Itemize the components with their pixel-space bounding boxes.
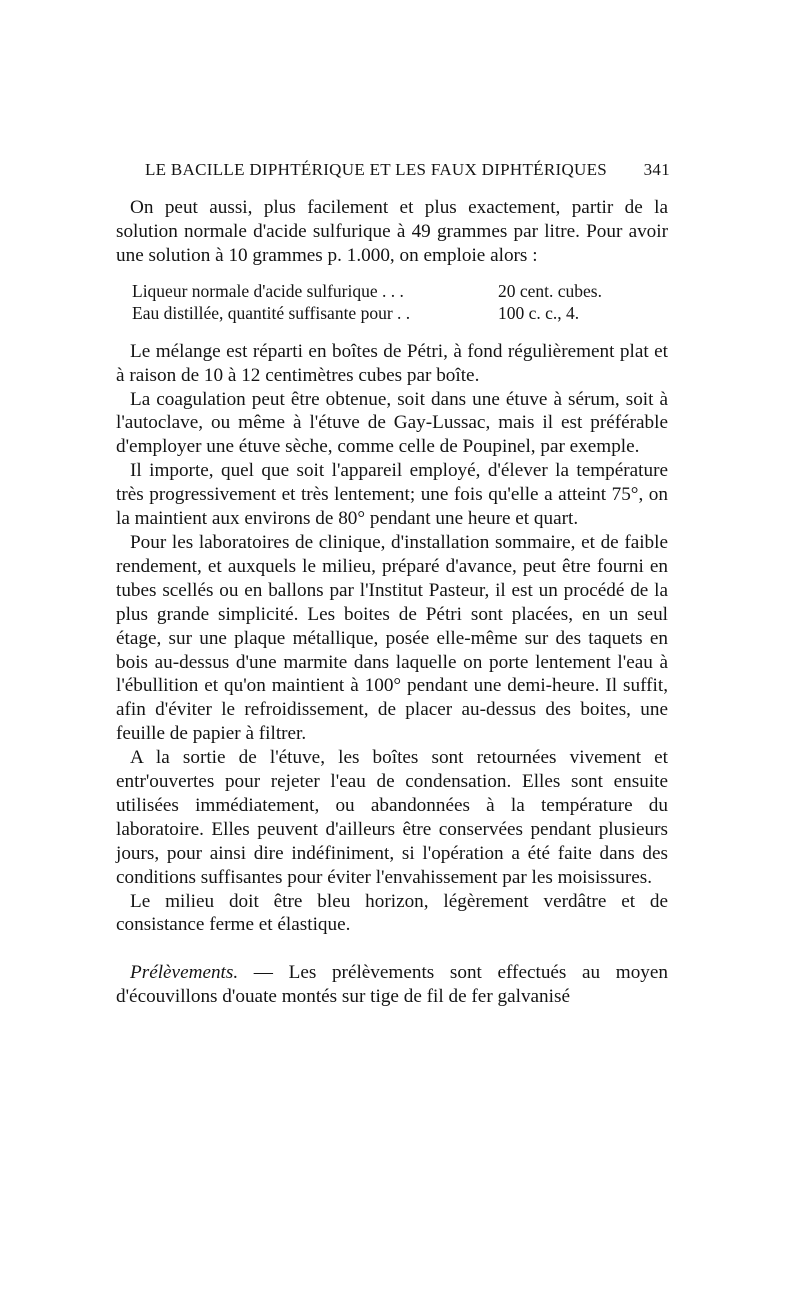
paragraph: Il importe, quel que soit l'appareil employé, d'élever la température très progressivement et très lentement; une fois qu'elle a atteint 75°, on la maintient aux environs de 80° pendant une heure et quart.	[116, 460, 668, 530]
section-text: — Les prélèvements sont effectués au moyen d'écouvillons d'ouate montés sur tige de fil de fer galvanisé	[116, 962, 668, 1008]
formula-quantity: 20 cent. cubes.	[498, 280, 602, 301]
page-body	[116, 196, 668, 1009]
formula-table	[132, 280, 668, 324]
section-title: Prélèvements.	[130, 962, 239, 984]
page-number: 341	[643, 160, 670, 179]
running-title: LE BACILLE DIPHTÉRIQUE ET LES FAUX DIPHTÉRIQUES	[145, 160, 608, 179]
paragraph: A la sortie de l'étuve, les boîtes sont retournées vivement et entr'ouvertes pour rejeter l'eau de condensation. Elles sont ensuite utilisées immédiatement, ou abandonnées à la température du laboratoire. Elles peuvent d'ailleurs être conservées pendant plusieurs jours, pour ainsi dire indéfiniment, si l'opération a été faite dans des conditions suffisantes pour éviter l'envahissement par les moisissures.	[116, 747, 668, 888]
paragraph: Pour les laboratoires de clinique, d'installation sommaire, et de faible rendement, et auxquels le milieu, préparé d'avance, peut être fourni en tubes scellés ou en ballons par l'Institut Pasteur, il est un procédé de la plus grande simplicité. Les boites de Pétri sont placées, en un seul étage, sur une plaque métallique, posée elle-même sur des taquets en bois au-dessus d'une marmite dans laquelle on porte lentement l'eau à l'ébullition et qu'on maintient à 100° pendant une demi-heure. Il suffit, afin d'éviter le refroidissement, de placer au-dessus des boites, une feuille de papier à filtrer.	[116, 531, 668, 745]
formula-row	[132, 302, 668, 324]
paragraph: La coagulation peut être obtenue, soit dans une étuve à sérum, soit à l'autoclave, ou même à l'étuve de Gay-Lussac, mais il est préférable d'employer une étuve sèche, comme celle de Poupinel, par exemple.	[116, 388, 668, 458]
paragraph: Le milieu doit être bleu horizon, légèrement verdâtre et de consistance ferme et élastique.	[116, 890, 668, 936]
paragraph: On peut aussi, plus facilement et plus exactement, partir de la solution normale d'acide sulfurique à 49 grammes par litre. Pour avoir une solution à 10 grammes p. 1.000, on emploie alors :	[116, 197, 668, 266]
formula-ingredient: Liqueur normale d'acide sulfurique . . .	[132, 280, 404, 301]
formula-quantity: 100 c. c., 4.	[498, 302, 580, 323]
formula-row	[132, 280, 668, 302]
paragraph: Le mélange est réparti en boîtes de Pétri, à fond régulièrement plat et à raison de 10 à 12 centimètres cubes par boîte.	[116, 340, 668, 386]
section-paragraph	[116, 961, 668, 1009]
formula-ingredient: Eau distillée, quantité suffisante pour . .	[132, 302, 411, 323]
